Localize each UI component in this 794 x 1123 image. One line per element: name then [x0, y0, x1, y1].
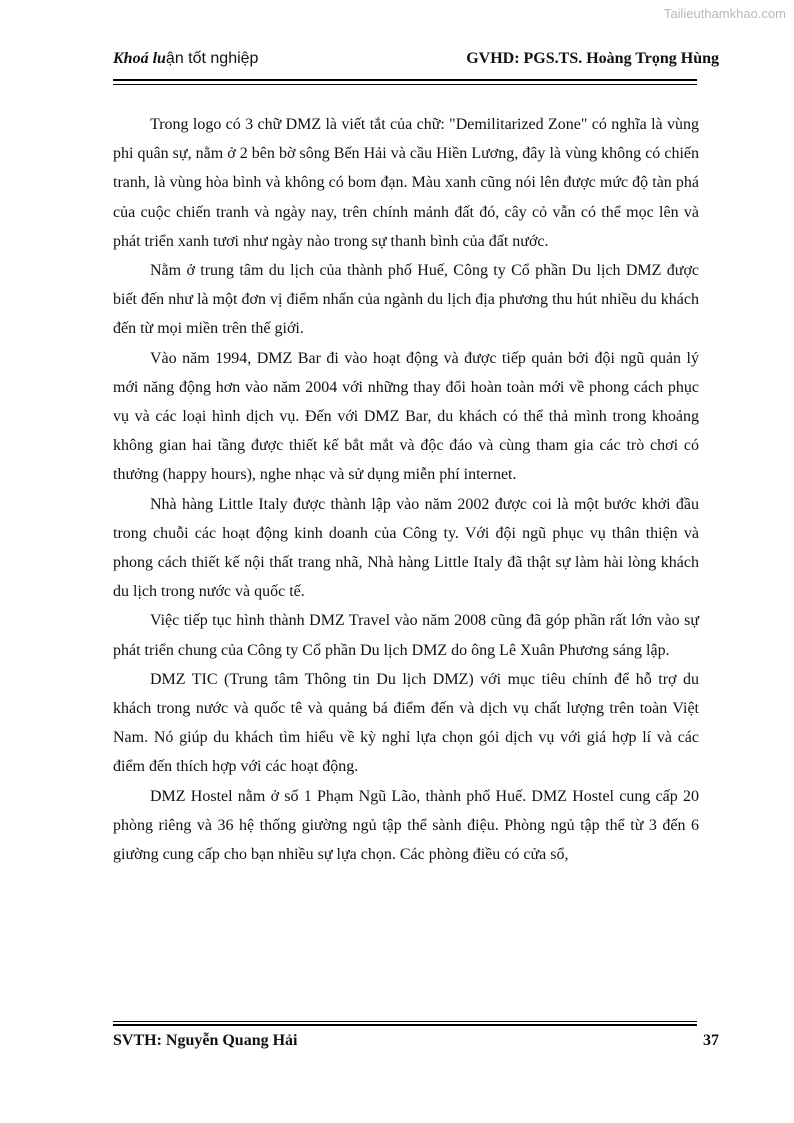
paragraph: Nằm ở trung tâm du lịch của thành phố Huế, Công ty Cổ phần Du lịch DMZ được biết đến như là một đơn vị điểm nhấn của ngành du lịch địa phương thu hút nhiều du khách đến từ mọi miền trên thế giới.: [113, 262, 699, 338]
paragraph: Việc tiếp tục hình thành DMZ Travel vào năm 2008 cũng đã góp phần rất lớn vào sự phát triển chung của Công ty Cổ phần Du lịch DMZ do ông Lê Xuân Phương sáng lập.: [113, 612, 699, 659]
page-footer: [113, 1032, 719, 1050]
paragraph: Vào năm 1994, DMZ Bar đi vào hoạt động và được tiếp quản bởi đội ngũ quản lý mới năng động hơn vào năm 2004 với những thay đổi hoàn toàn mới về phong cách phục vụ và các loại hình dịch vụ. Đến với DMZ Bar, du khách có thể thả mình trong khoảng không gian hai tầng được thiết kế bắt mắt và độc đáo và cùng tham gia các trò chơi có thưởng (happy hours), nghe nhạc và sử dụng miễn phí internet.: [113, 349, 699, 484]
header-rule-thin: [113, 84, 697, 85]
header-title-italic: Khoá lu: [113, 50, 166, 67]
page-header: [113, 50, 719, 68]
body-text: [113, 110, 699, 869]
header-title-rest: ận tốt nghiệp: [165, 50, 259, 67]
header-advisor: GVHD: PGS.TS. Hoàng Trọng Hùng: [466, 50, 719, 67]
footer-author: SVTH: Nguyễn Quang Hải: [113, 1032, 298, 1049]
header-title: [113, 50, 258, 68]
paragraph: DMZ Hostel nằm ở số 1 Phạm Ngũ Lão, thành phố Huế. DMZ Hostel cung cấp 20 phòng riêng và 36 hệ thống giường ngủ tập thể sành điệu. Phòng ngủ tập thể từ 3 đến 6 giường cung cấp cho bạn nhiều sự lựa chọn. Các phòng điều có cửa sổ,: [113, 787, 699, 864]
footer-rule-thick: [113, 1024, 697, 1026]
paragraph: Nhà hàng Little Italy được thành lập vào năm 2002 được coi là một bước khởi đầu trong chuỗi các hoạt động kinh doanh của Công ty. Với đội ngũ phục vụ thân thiện và phong cách thiết kế nội thất trang nhã, Nhà hàng Little Italy đã thật sự làm hài lòng khách du lịch trong nước và quốc tế.: [113, 495, 699, 601]
page-number: 37: [703, 1032, 719, 1049]
footer-rule-thin: [113, 1021, 697, 1022]
paragraph: DMZ TIC (Trung tâm Thông tin Du lịch DMZ) với mục tiêu chính để hỗ trợ du khách trong nước và quốc tê và quảng bá điểm đến và dịch vụ chất lượng trên toàn Việt Nam. Nó giúp du khách tìm hiểu về kỳ nghỉ lựa chọn gói dịch vụ với giá hợp lí và các điểm đến thích hợp với các hoạt động.: [113, 670, 699, 776]
watermark-text: Tailieuthamkhao.com: [663, 6, 786, 21]
header-rule-thick: [113, 79, 697, 81]
paragraph: Trong logo có 3 chữ DMZ là viết tắt của chữ: "Demilitarized Zone" có nghĩa là vùng phi quân sự, nằm ở 2 bên bờ sông Bến Hải và cầu Hiền Lương, đây là vùng không có chiến tranh, là vùng hòa bình và không có bom đạn. Màu xanh cũng nói lên được mức độ tàn phá của cuộc chiến tranh và ngày nay, trên chính mảnh đất đó, cây cỏ vẫn có thể mọc lên và phát triển xanh tươi như ngày nào trong sự thanh bình của đất nước.: [113, 116, 699, 250]
